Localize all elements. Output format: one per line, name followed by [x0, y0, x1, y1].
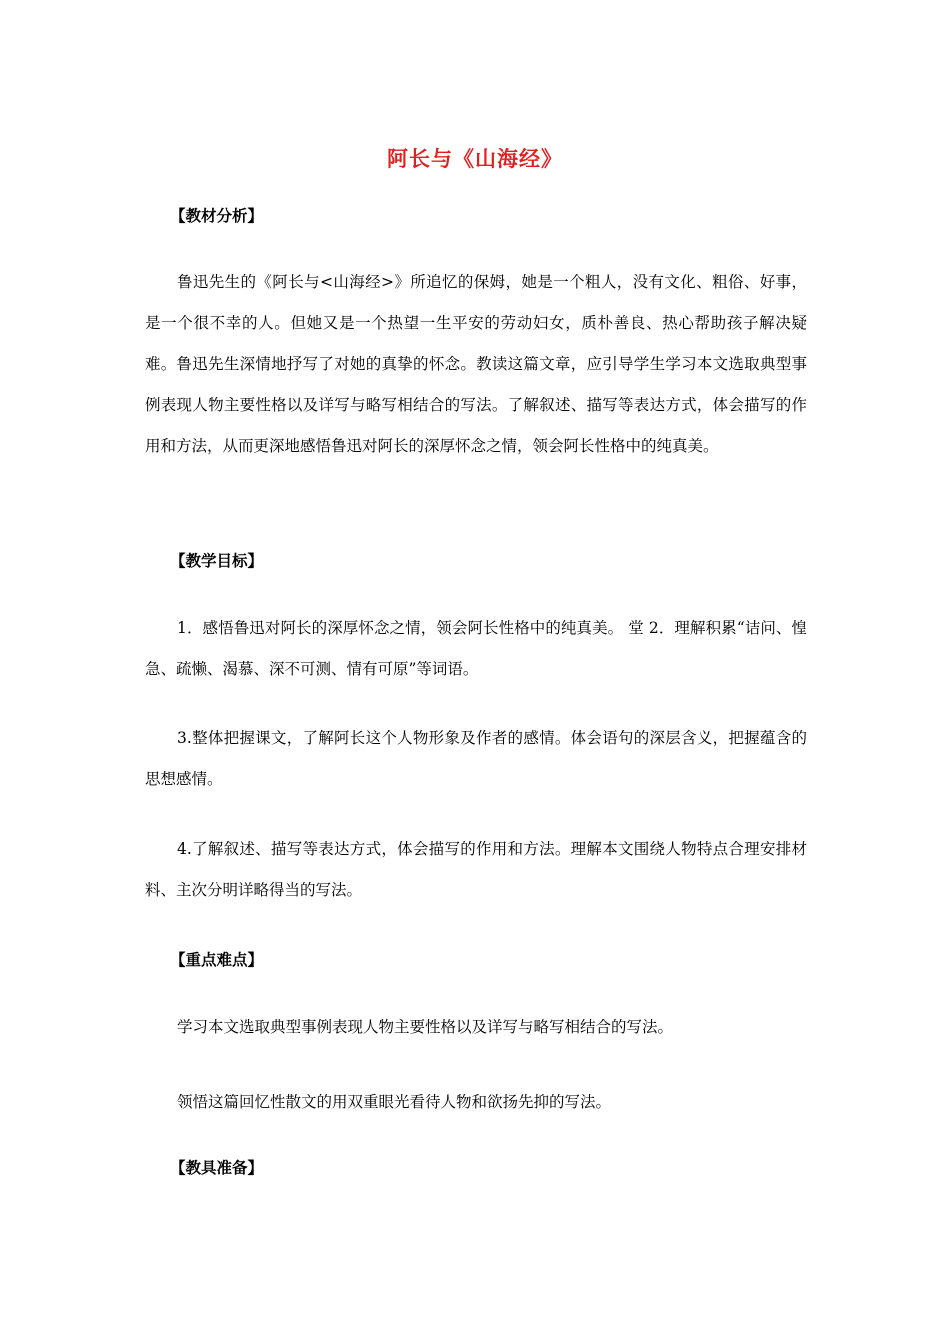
keypoint-item-2: 领悟这篇回忆性散文的用双重眼光看待人物和欲扬先抑的写法。: [177, 1093, 612, 1111]
section-heading-keypoints: 【重点难点】: [170, 951, 264, 969]
goal-item-3: 3.整体把握课文，了解阿长这个人物形象及作者的感情。体会语句的深层含义，把握蕴含的思想感情。: [145, 729, 807, 788]
keypoint-item-1: 学习本文选取典型事例表现人物主要性格以及详写与略写相结合的写法。: [177, 1018, 674, 1036]
section-heading-materials: 【教具准备】: [170, 1159, 264, 1177]
document-title: 阿长与《山海经》: [387, 147, 563, 171]
section-heading-goals: 【教学目标】: [170, 552, 264, 570]
section-heading-analysis: 【教材分析】: [170, 207, 264, 225]
analysis-paragraph: 鲁迅先生的《阿长与<山海经>》所追忆的保姆，她是一个粗人，没有文化、粗俗、好事，是一个很不幸的人。但她又是一个热望一生平安的劳动妇女，质朴善良、热心帮助孩子解决疑难。鲁迅先生深情地抒写了对她的真挚的怀念。教读这篇文章，应引导学生学习本文选取典型事例表现人物主要性格以及详写与略写相结合的写法。了解叙述、描写等表达方式，体会描写的作用和方法，从而更深地感悟鲁迅对阿长的深厚怀念之情，领会阿长性格中的纯真美。: [145, 273, 807, 455]
goal-item-1: 1．感悟鲁迅对阿长的深厚怀念之情，领会阿长性格中的纯真美。 堂 2．理解积累“诘问、惶急、疏懒、渴慕、深不可测、情有可原”等词语。: [145, 619, 807, 678]
goal-item-4: 4.了解叙述、描写等表达方式，体会描写的作用和方法。理解本文围绕人物特点合理安排材料、主次分明详略得当的写法。: [145, 840, 807, 899]
